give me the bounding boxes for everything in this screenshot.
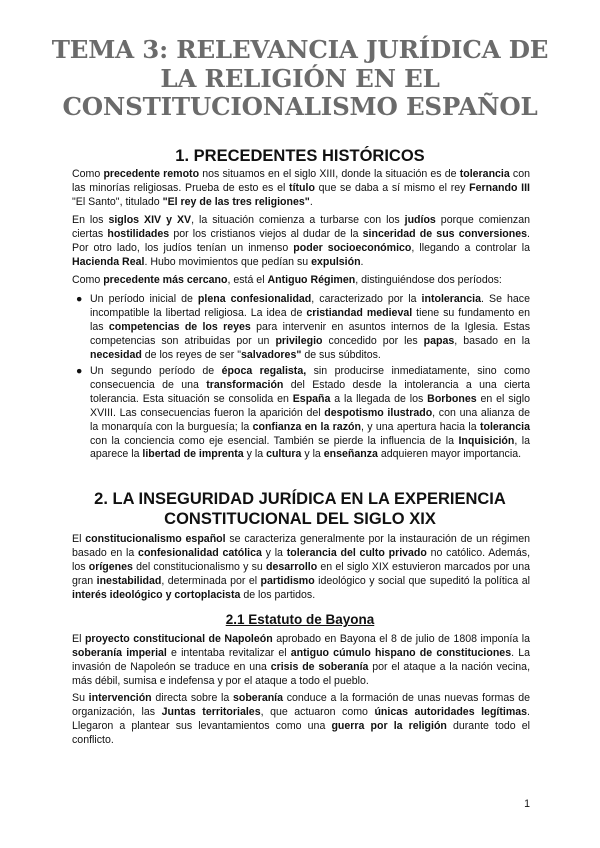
subsection-heading: 2.1 Estatuto de Bayona — [225, 612, 375, 627]
bold-term: judíos — [404, 214, 436, 226]
bold-term: cultura — [266, 448, 302, 461]
bold-term: Fernando III — [469, 181, 530, 194]
bold-term: soberanía — [232, 692, 284, 704]
bold-term: "El rey de las tres religiones" — [162, 195, 310, 208]
bold-term: inestabilidad — [96, 574, 162, 587]
bold-term: sinceridad de sus conversiones — [362, 227, 528, 240]
bold-term: título — [289, 181, 315, 194]
bold-term: privilegio — [275, 334, 323, 347]
bold-term: interés ideológico y cortoplacista — [72, 588, 241, 601]
bold-term: constitucionalismo español — [85, 533, 226, 545]
bold-term: papas — [423, 334, 455, 347]
bold-term: crisis de soberanía — [270, 660, 369, 673]
bold-term: soberanía imperial — [72, 646, 167, 659]
bold-term: siglos XIV y XV — [108, 214, 192, 226]
bold-term: expulsión — [311, 255, 361, 268]
bold-term: cristiandad medieval — [306, 306, 413, 319]
document-title: TEMA 3: RELEVANCIA JURÍDICA DE LA RELIGIÓN EN EL CONSTITUCIONALISMO ESPAÑOL — [51, 35, 549, 121]
bold-term: confianza en la razón — [252, 420, 361, 433]
list-item — [76, 293, 530, 363]
bold-term: libertad de imprenta — [142, 448, 244, 461]
paragraph: Como precedente más cercano, está el Antiguo Régimen, distinguiéndose dos períodos: — [72, 274, 502, 286]
bold-term: precedente más cercano — [103, 274, 228, 286]
bold-term: Borbones — [427, 392, 477, 405]
list-item — [76, 365, 530, 462]
bold-term: Hacienda Real — [72, 255, 145, 268]
bold-term: España — [292, 392, 331, 405]
bold-term: partidismo — [260, 574, 315, 587]
bold-term: salvadores" — [240, 348, 302, 361]
page-number: 1 — [524, 798, 530, 810]
list-item-text: Un segundo período de época regalista, sin producirse inmediatamente, sino como consecuencia de una transformación del Estado desde la intolerancia a una cierta tolerancia. Esta situación se consolida en España a la llegada de los Borbones en el siglo XVIII. Las consecuencias fueron la aparición del despotismo ilustrado, con una alianza de la monarquía con la burguesía; la confianza en la razón, y una apertura hacia la tolerancia con la conciencia como eje esencial. También se pierde la influencia de la Inquisición, la aparece la libertad de imprenta y la cultura y la enseñanza adquieren mayor importancia. — [90, 365, 530, 461]
bold-term: hostilidades — [107, 227, 170, 240]
bold-term: competencias de los reyes — [108, 320, 251, 333]
bold-term: tolerancia — [459, 168, 510, 180]
bold-term: poder socioeconómico — [293, 241, 412, 254]
bold-term: precedente remoto — [103, 168, 200, 180]
bold-term: despotismo ilustrado — [324, 406, 433, 419]
section-heading-2: 2. LA INSEGURIDAD JURÍDICA EN LA EXPERIENCIA CONSTITUCIONAL DEL SIGLO XIX — [94, 490, 506, 528]
bold-term: guerra por la religión — [331, 719, 447, 732]
bold-term: orígenes — [88, 560, 133, 573]
bullet-icon: ● — [76, 293, 83, 305]
bold-term: tolerancia del culto privado — [286, 546, 427, 559]
bold-term: época regalista, — [221, 365, 307, 377]
bold-term: necesidad — [90, 348, 142, 361]
bold-term: proyecto constitucional de Napoleón — [84, 633, 273, 645]
bold-term: únicas autoridades legítimas — [374, 705, 528, 718]
bold-term: intervención — [88, 692, 152, 704]
bold-term: confesionalidad católica — [138, 546, 262, 559]
bold-term: desarrollo — [266, 560, 318, 573]
bold-term: Juntas territoriales — [161, 705, 261, 718]
bold-term: Antiguo Régimen — [267, 274, 356, 286]
bullet-icon: ● — [76, 365, 83, 377]
section-heading-1: 1. PRECEDENTES HISTÓRICOS — [175, 147, 425, 165]
bold-term: plena confesionalidad — [197, 293, 312, 305]
bold-term: antiguo cúmulo hispano de constituciones — [290, 646, 512, 659]
paragraph: En los siglos XIV y XV, la situación comienza a turbarse con los judíos porque comienzan ciertas hostilidades por los cristianos viejos al dudar de la sinceridad de sus conversiones. Por otro lado, los judíos tenían un inmenso poder socioeconómico, llegando a controlar la Hacienda Real. Hubo movimientos que pedían su expulsión. — [72, 214, 530, 268]
paragraph: Su intervención directa sobre la soberanía conduce a la formación de unas nuevas formas de organización, las Juntas territoriales, que actuaron como únicas autoridades legítimas. Llegaron a plantear sus levantamientos como una guerra por la religión durante todo el conflicto. — [72, 692, 530, 746]
bold-term: Inquisición — [458, 434, 515, 447]
bold-term: enseñanza — [323, 448, 378, 461]
paragraph: El constitucionalismo español se caracteriza generalmente por la instauración de un régimen basado en la confesionalidad católica y la tolerancia del culto privado no católico. Además, los orígenes del constitucionalismo y su desarrollo en el siglo XIX estuvieron marcados por una gran inestabilidad, determinada por el partidismo ideológico y social que supeditó la política al interés ideológico y cortoplacista de los partidos. — [72, 533, 531, 601]
paragraph: Como precedente remoto nos situamos en el siglo XIII, donde la situación es de tolerancia con las minorías religiosas. Prueba de esto es el título que se daba a sí mismo el rey Fernando III "El Santo", titulado "El rey de las tres religiones". — [72, 168, 531, 208]
paragraph: El proyecto constitucional de Napoleón aprobado en Bayona el 8 de julio de 1808 imponía la soberanía imperial e intentaba revitalizar el antiguo cúmulo hispano de constituciones. La invasión de Napoleón se traduce en una crisis de soberanía por el ataque a la nación vecina, más débil, sumisa e indefensa y por el ataque a todo el pueblo. — [72, 633, 531, 687]
bold-term: intolerancia — [421, 293, 482, 305]
bold-term: tolerancia — [479, 420, 530, 433]
bold-term: transformación — [206, 378, 284, 391]
list-item-text: Un período inicial de plena confesionalidad, caracterizado por la intolerancia. Se hace incompatible la libertad religiosa. La idea de cristiandad medieval tiene su fundamento en las competencias de los reyes para intervenir en asuntos internos de la Iglesia. Estas competencias son atribuidas por un privilegio concedido por les papas, basado en la necesidad de los reyes de ser "salvadores" de sus súbditos. — [90, 293, 530, 361]
